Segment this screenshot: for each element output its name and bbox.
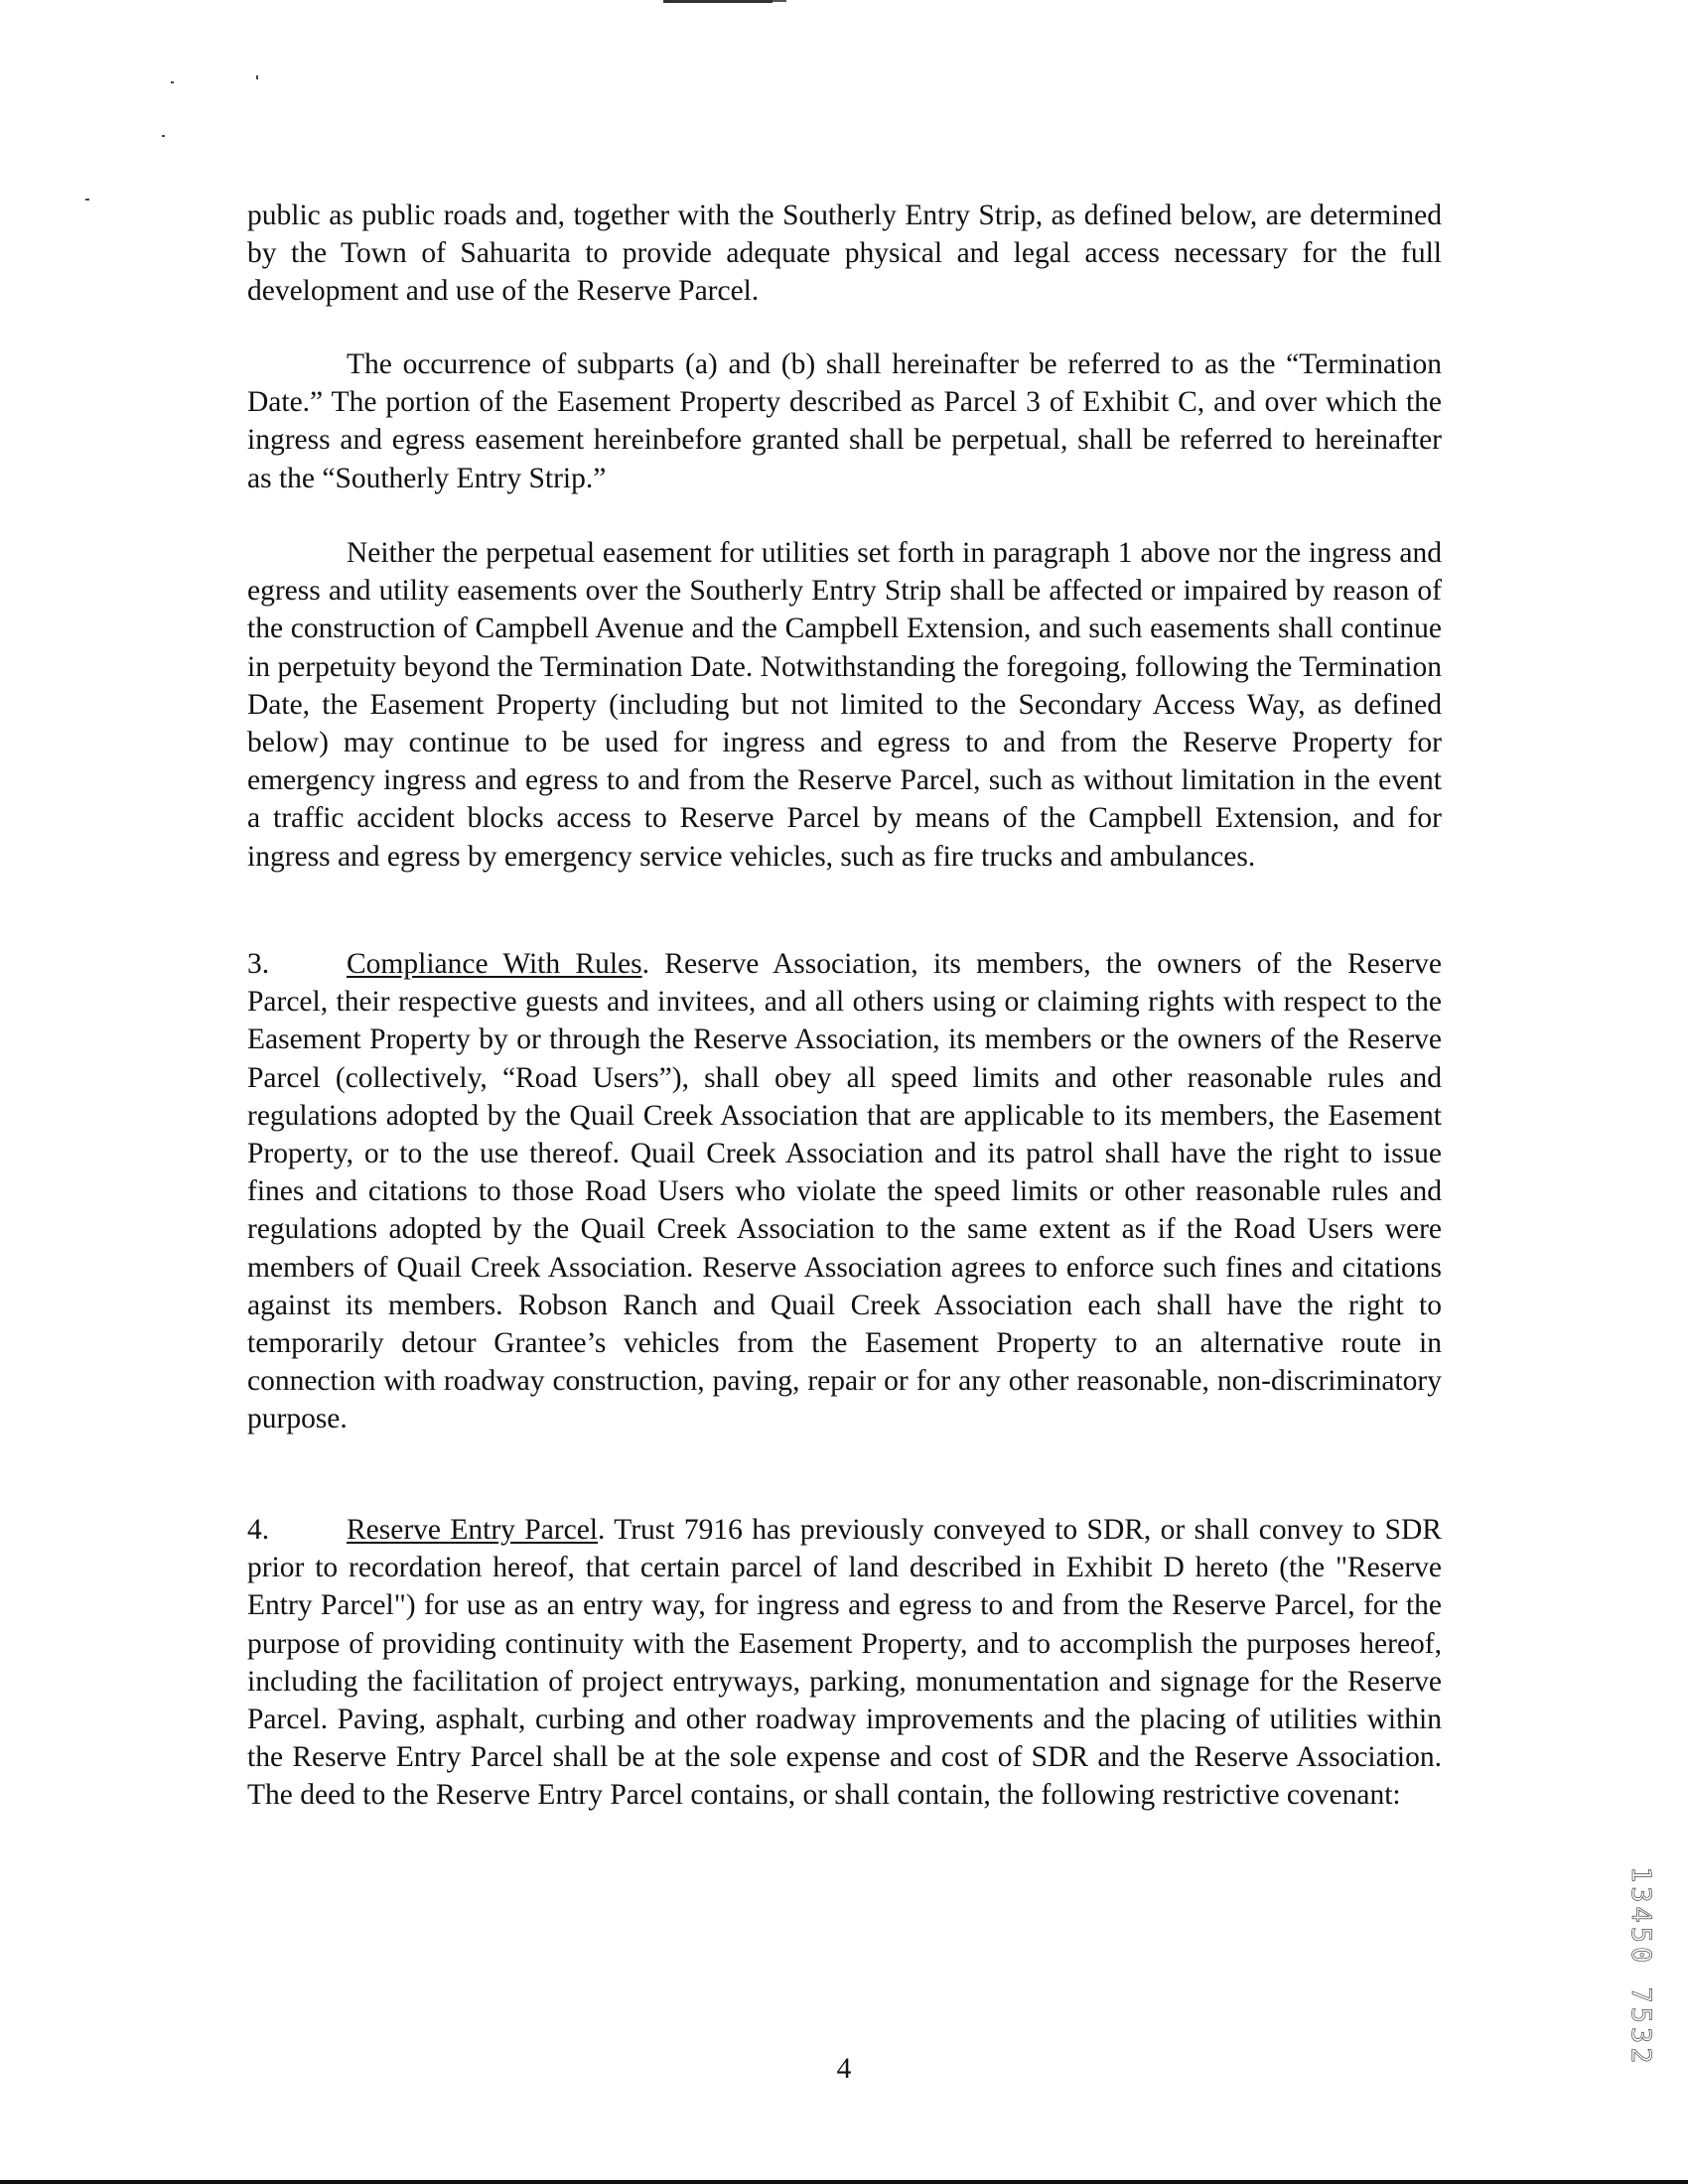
section-heading: Reserve Entry Parcel [347, 1514, 599, 1546]
section-3-compliance [247, 945, 1442, 1438]
scan-artifact-top [663, 0, 773, 3]
scan-speck [256, 75, 258, 79]
scan-speck [171, 81, 174, 83]
paragraph-perpetual-easement: Neither the perpetual easement for utilities set forth in paragraph 1 above nor the ingress and egress and utility easements over the Southerly Entry Strip shall be affected or impaired by reason of the construction of Campbell Avenue and the Campbell Extension, and such easements shall continue in perpetuity beyond the Termination Date. Notwithstanding the foregoing, following the Termination Date, the Easement Property (including but not limited to the Secondary Access Way, as defined below) may continue to be used for ingress and egress to and from the Reserve Property for emergency ingress and egress to and from the Reserve Parcel, such as without limitation in the event a traffic accident blocks access to Reserve Parcel by means of the Campbell Extension, and for ingress and egress by emergency service vehicles, such as fire trucks and ambulances. [247, 537, 1442, 873]
section-number: 4. [247, 1514, 270, 1546]
scan-speck [162, 135, 165, 137]
scan-artifact-top-small [773, 0, 786, 2]
section-number: 3. [247, 948, 270, 980]
recording-number-stamp [1625, 1866, 1656, 2068]
paragraph-continuation: public as public roads and, together with the Southerly Entry Strip, as defined below, are determined by the Town of Sahuarita to provide adequate physical and legal access necessary for the full development and use of the Reserve Parcel. [247, 200, 1442, 308]
section-heading: Compliance With Rules [347, 948, 642, 980]
scan-speck [85, 199, 89, 201]
page-number: 4 [836, 2053, 852, 2085]
section-4-reserve-entry-parcel [247, 1511, 1442, 1815]
page-bottom-edge [0, 2180, 1688, 2184]
section-body: . Reserve Association, its members, the owners of the Reserve Parcel, their respective guests and invitees, and all others using or claiming rights with respect to the Easement Property by or through the Reserve Association, its members or the owners of the Reserve Parcel (collectively, “Road Users”), shall obey all speed limits and other reasonable rules and regulations adopted by the Quail Creek Association that are applicable to its members, the Easement Property, or to the use thereof. Quail Creek Association and its patrol shall have the right to issue fines and citations to those Road Users who violate the speed limits or other reasonable rules and regulations adopted by the Quail Creek Association to the same extent as if the Road Users were members of Quail Creek Association. Reserve Association agrees to enforce such fines and citations against its members. Robson Ranch and Quail Creek Association each shall have the right to temporarily detour Grantee’s vehicles from the Easement Property to an alternative route in connection with roadway construction, paving, repair or for any other reasonable, non-discriminatory purpose. [247, 948, 1443, 1435]
recording-number-text: 13450 7532 [1625, 1866, 1656, 2068]
section-body: . Trust 7916 has previously conveyed to SDR, or shall convey to SDR prior to recordation hereof, that certain parcel of land described in Exhibit D hereto (the "Reserve Entry Parcel") for use as an entry way, for ingress and egress to and from the Reserve Parcel, for the purpose of providing continuity with the Easement Property, and to accomplish the purposes hereof, including the facilitation of project entryways, parking, monumentation and signage for the Reserve Parcel. Paving, asphalt, curbing and other roadway improvements and the placing of utilities within the Reserve Entry Parcel shall be at the sole expense and cost of SDR and the Reserve Association. The deed to the Reserve Entry Parcel contains, or shall contain, the following restrictive covenant: [247, 1514, 1442, 1812]
paragraph-termination-date: The occurrence of subparts (a) and (b) shall hereinafter be referred to as the “Termination Date.” The portion of the Easement Property described as Parcel 3 of Exhibit C, and over which the ingress and egress easement hereinbefore granted shall be perpetual, shall be referred to hereinafter as the “Southerly Entry Strip.” [247, 348, 1442, 494]
